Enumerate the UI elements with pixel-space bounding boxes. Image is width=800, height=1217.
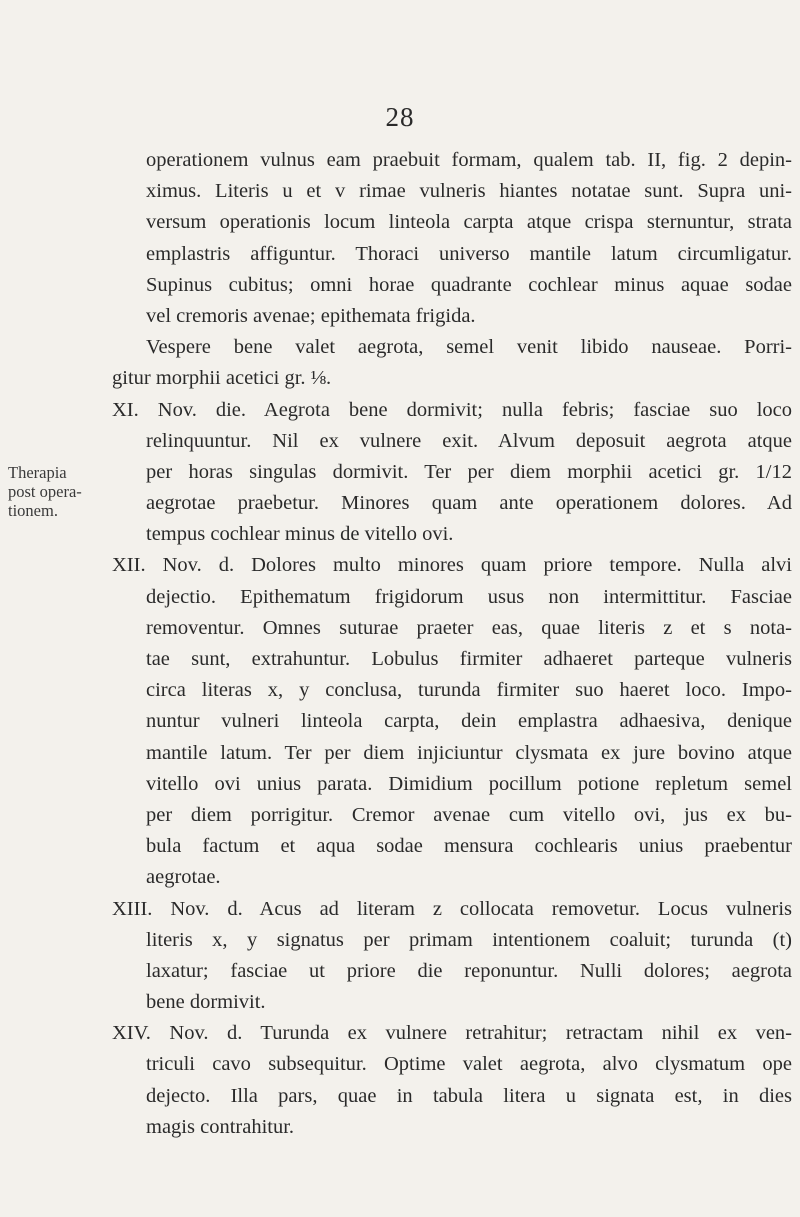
margin-note [8,463,98,520]
text-line: bula factum et aqua sodae mensura cochlearis unius praebentur [146,835,792,858]
text-line: gitur morphii acetici gr. ⅛. [112,367,332,390]
text-line: bene dormivit. [146,991,266,1014]
text-line: operationem vulnus eam praebuit formam, qualem tab. II, fig. 2 depin- [146,149,792,171]
text-line: vitello ovi unius parata. Dimidium pocillum potione repletum semel [146,772,792,795]
text-line: Vespere bene valet aegrota, semel venit libido nauseae. Porri- [146,336,792,359]
margin-note-line: post opera- [8,482,82,501]
text-line: tempus cochlear minus de vitello ovi. [146,523,454,546]
text-line: relinquuntur. Nil ex vulnere exit. Alvum deposuit aegrota atque [146,429,792,452]
text-line: per horas singulas dormivit. Ter per diem morphii acetici gr. 1/12 [146,460,792,483]
text-line: ximus. Literis u et v rimae vulneris hiantes notatae sunt. Supra uni- [146,180,792,203]
text-line: XIII. Nov. d. Acus ad literam z collocata removetur. Locus vulneris [112,897,792,920]
text-line: versum operationis locum linteola carpta atque crispa sternuntur, strata [146,211,792,234]
margin-note-line: tionem. [8,501,58,520]
text-line: circa literas x, y conclusa, turunda firmiter suo haeret loco. Impo- [146,679,792,702]
text-line: dejecto. Illa pars, quae in tabula litera u signata est, in dies [146,1084,792,1107]
text-line: aegrotae praebetur. Minores quam ante operationem dolores. Ad [146,492,792,515]
margin-note-line: Therapia [8,463,67,482]
text-line: removentur. Omnes suturae praeter eas, quae literis z et s nota- [146,616,792,639]
text-line: emplastris affiguntur. Thoraci universo mantile latum circumligatur. [146,242,792,265]
page-number: 28 [385,102,415,132]
text-line: Supinus cubitus; omni horae quadrante cochlear minus aquae sodae [146,273,792,296]
text-line: per diem porrigitur. Cremor avenae cum vitello ovi, jus ex bu- [146,803,792,826]
text-line: mantile latum. Ter per diem injiciuntur clysmata ex jure bovino atque [146,741,792,764]
text-line: nuntur vulneri linteola carpta, dein emplastra adhaesiva, denique [146,710,792,733]
text-line: aegrotae. [146,866,221,889]
text-line: dejectio. Epithematum frigidorum usus non intermittitur. Fasciae [146,585,792,608]
text-line: magis contrahitur. [146,1115,295,1138]
text-line: laxatur; fasciae ut priore die reponuntur. Nulli dolores; aegrota [146,959,792,982]
text-line: XIV. Nov. d. Turunda ex vulnere retrahitur; retractam nihil ex ven- [112,1022,792,1045]
text-line: triculi cavo subsequitur. Optime valet aegrota, alvo clysmatum ope [146,1053,792,1076]
text-line: XI. Nov. die. Aegrota bene dormivit; nulla febris; fasciae suo loco [112,398,792,421]
text-line: vel cremoris avenae; epithemata frigida. [146,304,476,327]
text-line: tae sunt, extrahuntur. Lobulus firmiter adhaeret parteque vulneris [146,648,792,670]
text-line: literis x, y signatus per primam intentionem coaluit; turunda (t) [146,928,792,951]
text-line: XII. Nov. d. Dolores multo minores quam priore tempore. Nulla alvi [112,554,792,577]
body-text [112,145,792,1143]
